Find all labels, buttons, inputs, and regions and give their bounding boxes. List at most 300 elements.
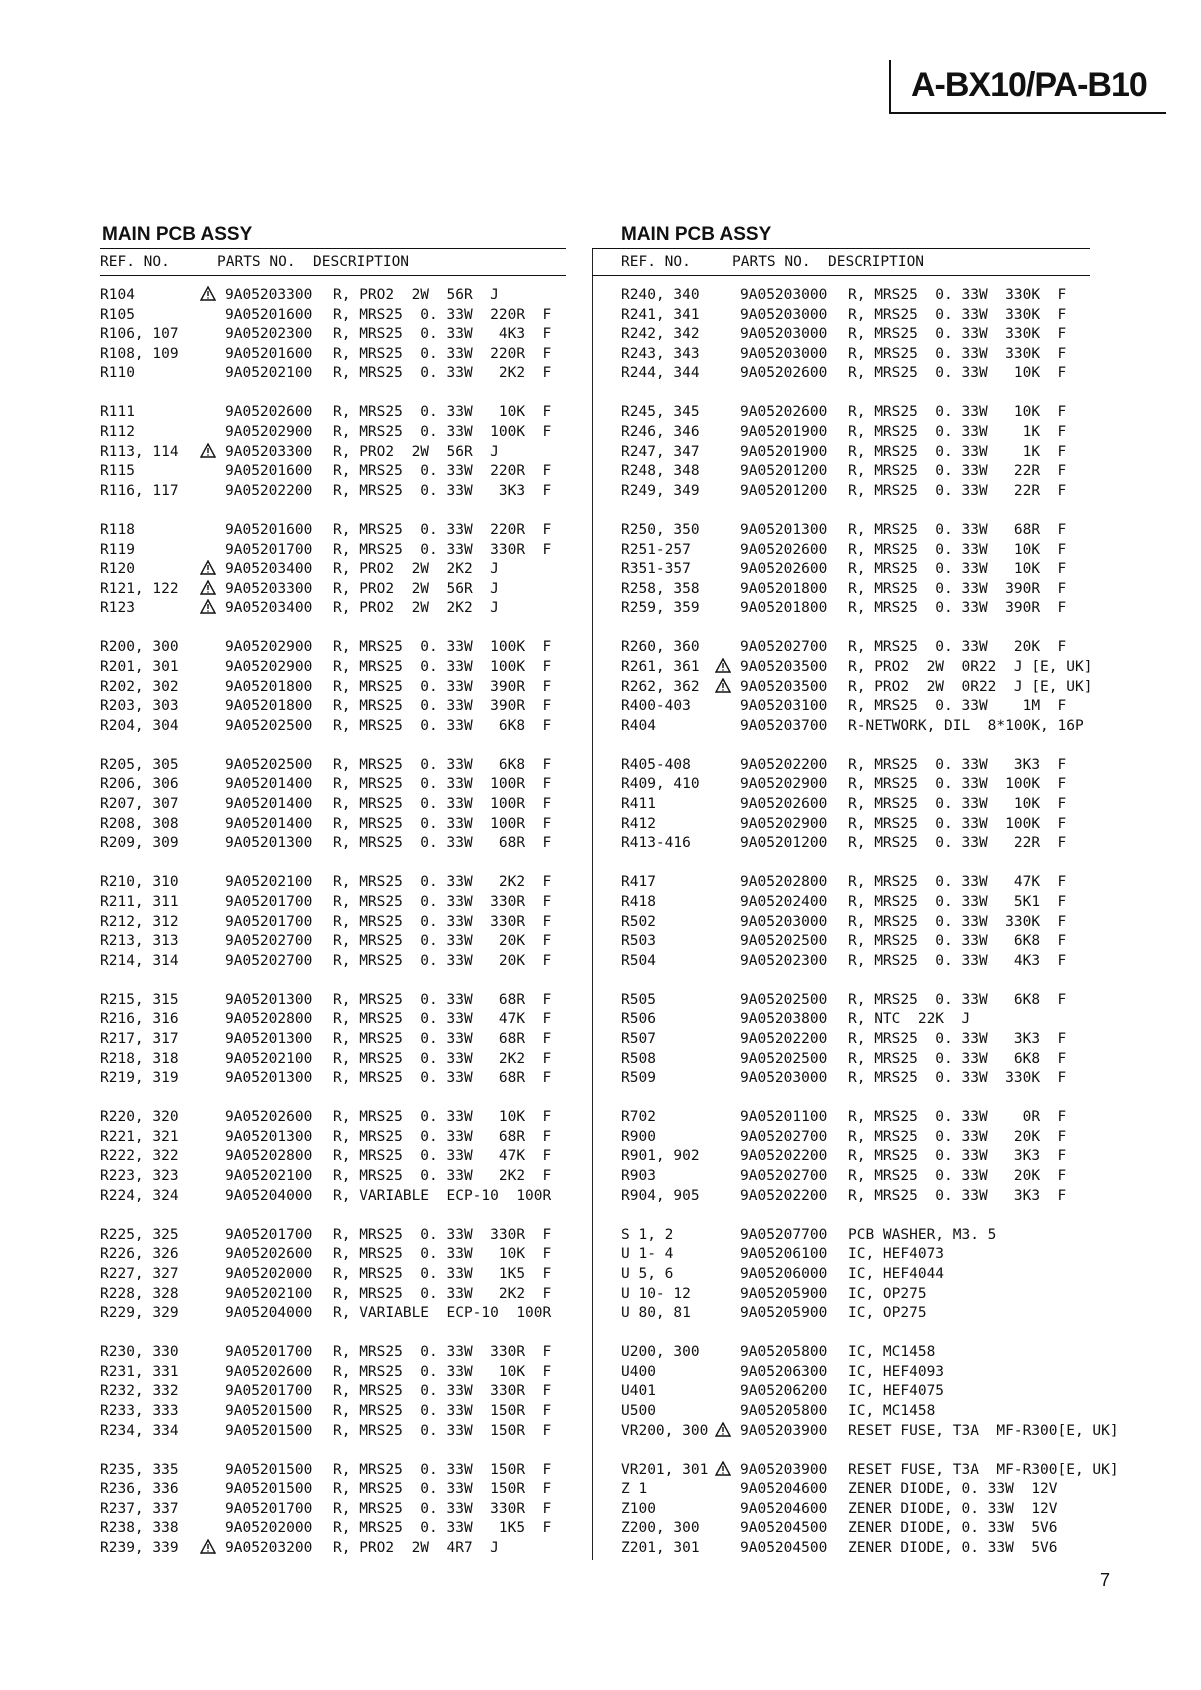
parts-no: 9A05203000 xyxy=(740,913,828,930)
parts-no: 9A05202900 xyxy=(225,639,313,656)
part-description: R, PRO2 2W 56R J xyxy=(333,580,499,597)
part-description: R, MRS25 0. 33W 68R F xyxy=(333,1031,552,1047)
ref-no: Z200, 300 xyxy=(621,1520,700,1537)
part-description: R, MRS25 0. 33W 330R F xyxy=(333,913,552,930)
part-description: R, MRS25 0. 33W 10K F xyxy=(333,1109,552,1126)
ref-no: R112 xyxy=(100,424,135,441)
part-group xyxy=(592,403,1090,501)
parts-no: 9A05201700 xyxy=(225,913,313,930)
ref-no: R236, 336 xyxy=(100,1481,179,1498)
ref-no: R258, 358 xyxy=(621,580,700,597)
description-header: DESCRIPTION xyxy=(313,254,410,270)
part-description: R, MRS25 0. 33W 6K8 F xyxy=(333,717,552,734)
part-row xyxy=(592,952,1090,972)
part-description: IC, HEF4073 xyxy=(848,1246,945,1263)
part-row xyxy=(100,834,566,854)
parts-no: 9A05202300 xyxy=(740,952,828,969)
parts-no: 9A05203000 xyxy=(740,1070,828,1087)
ref-no: U 80, 81 xyxy=(621,1305,691,1322)
part-row xyxy=(100,423,566,443)
ref-no: R412 xyxy=(621,815,656,832)
ref-no: R225, 325 xyxy=(100,1226,179,1243)
parts-no: 9A05201800 xyxy=(225,698,313,715)
part-description: R, MRS25 0. 33W 220R F xyxy=(333,521,552,538)
part-group xyxy=(100,873,566,971)
parts-no: 9A05201300 xyxy=(225,835,313,852)
table-header xyxy=(100,248,566,276)
ref-no: R250, 350 xyxy=(621,521,700,538)
ref-no: R904, 905 xyxy=(621,1187,700,1204)
part-description: R, MRS25 0. 33W 2K2 F xyxy=(333,1285,552,1302)
part-row xyxy=(592,1147,1090,1167)
part-row xyxy=(592,1363,1090,1383)
part-row xyxy=(100,893,566,913)
part-row xyxy=(592,325,1090,345)
ref-no: R505 xyxy=(621,991,656,1008)
parts-no: 9A05201600 xyxy=(225,521,313,538)
ref-no: R351-357 xyxy=(621,561,691,578)
part-row xyxy=(100,775,566,795)
parts-no: 9A05202600 xyxy=(225,1109,313,1126)
part-description: R, MRS25 0. 33W 330K F xyxy=(848,1070,1067,1087)
parts-no: 9A05202500 xyxy=(740,933,828,950)
part-description: IC, MC1458 xyxy=(848,1344,936,1361)
parts-no: 9A05204000 xyxy=(225,1305,313,1322)
ref-no: R219, 319 xyxy=(100,1070,179,1087)
part-description: IC, OP275 xyxy=(848,1305,927,1322)
part-group xyxy=(592,1226,1090,1324)
parts-list xyxy=(592,286,1119,1559)
parts-no: 9A05202600 xyxy=(740,541,828,558)
parts-no: 9A05202800 xyxy=(225,1011,313,1028)
part-description: R-NETWORK, DIL 8*100K, 16P xyxy=(848,717,1084,734)
parts-no: 9A05202600 xyxy=(225,1246,313,1263)
ref-no: R116, 117 xyxy=(100,482,179,499)
parts-no: 9A05207700 xyxy=(740,1226,828,1243)
part-row xyxy=(100,1030,566,1050)
part-row xyxy=(592,775,1090,795)
parts-no: 9A05202100 xyxy=(225,1168,313,1185)
description-header: DESCRIPTION xyxy=(828,254,925,270)
part-description: R, MRS25 0. 33W 390R F xyxy=(333,678,552,695)
parts-no: 9A05201200 xyxy=(740,482,828,499)
part-description: R, MRS25 0. 33W 20K F xyxy=(333,933,552,950)
part-description: R, MRS25 0. 33W 6K8 F xyxy=(848,991,1067,1008)
parts-list xyxy=(100,286,566,1559)
ref-no: R108, 109 xyxy=(100,345,179,362)
part-row xyxy=(100,1245,566,1265)
parts-no: 9A05203500 xyxy=(740,678,828,695)
ref-no: R220, 320 xyxy=(100,1109,179,1126)
parts-no: 9A05203000 xyxy=(740,306,828,323)
ref-no: R233, 333 xyxy=(100,1403,179,1419)
part-row xyxy=(100,1069,566,1089)
part-description: R, MRS25 0. 33W 68R F xyxy=(333,1070,552,1087)
parts-no: 9A05203000 xyxy=(740,287,828,303)
ref-no: R404 xyxy=(621,717,656,734)
part-description: ZENER DIODE, 0. 33W 12V xyxy=(848,1500,1058,1517)
ref-no: Z100 xyxy=(621,1500,656,1517)
parts-no: 9A05202900 xyxy=(740,815,828,832)
parts-no: 9A05203500 xyxy=(740,659,828,675)
parts-no: 9A05201500 xyxy=(225,1422,313,1439)
part-description: R, PRO2 2W 4R7 J xyxy=(333,1540,499,1557)
part-description: R, MRS25 0. 33W 10K F xyxy=(848,404,1067,421)
ref-no: R405-408 xyxy=(621,756,691,773)
part-group xyxy=(100,1226,566,1324)
parts-no: 9A05201300 xyxy=(740,521,828,538)
part-row xyxy=(592,1069,1090,1089)
part-row xyxy=(100,482,566,502)
part-row xyxy=(592,1304,1090,1324)
part-group xyxy=(592,638,1093,736)
part-description: IC, HEF4075 xyxy=(848,1383,945,1400)
part-description: R, MRS25 0. 33W 330R F xyxy=(333,1383,552,1400)
part-description: R, MRS25 0. 33W 330R F xyxy=(333,1226,552,1243)
part-description: R, MRS25 0. 33W 4K3 F xyxy=(333,326,552,343)
parts-no: 9A05201700 xyxy=(225,1383,313,1400)
part-description: R, MRS25 0. 33W 6K8 F xyxy=(848,933,1067,950)
parts-no: 9A05202200 xyxy=(225,482,313,499)
parts-no: 9A05204500 xyxy=(740,1520,828,1537)
part-description: R, MRS25 0. 33W 100K F xyxy=(333,424,552,441)
parts-no: 9A05202200 xyxy=(740,1148,828,1165)
part-row xyxy=(100,1461,566,1481)
part-description: R, MRS25 0. 33W 1K5 F xyxy=(333,1520,552,1537)
ref-no: R123 xyxy=(100,600,135,617)
ref-no: R121, 122 xyxy=(100,580,179,597)
ref-no: R702 xyxy=(621,1109,656,1126)
ref-no: R900 xyxy=(621,1128,656,1145)
part-description: R, MRS25 0. 33W 2K2 F xyxy=(333,874,552,891)
ref-no: U 10- 12 xyxy=(621,1285,691,1302)
ref-no: R249, 349 xyxy=(621,482,700,499)
part-row xyxy=(592,658,1093,678)
part-group xyxy=(592,991,1090,1089)
ref-no: U400 xyxy=(621,1363,656,1380)
parts-no: 9A05205900 xyxy=(740,1305,828,1322)
part-row xyxy=(592,580,1090,600)
parts-no: 9A05202200 xyxy=(740,756,828,773)
part-row xyxy=(592,1285,1090,1305)
part-group xyxy=(100,286,566,384)
ref-no: R503 xyxy=(621,933,656,950)
parts-no: 9A05201700 xyxy=(225,1226,313,1243)
part-row xyxy=(592,893,1090,913)
parts-no: 9A05202700 xyxy=(740,1168,828,1185)
parts-no: 9A05205900 xyxy=(740,1285,828,1302)
ref-no: R246, 346 xyxy=(621,424,700,441)
parts-no: 9A05206000 xyxy=(740,1265,828,1282)
ref-no-header: REF. NO. xyxy=(621,254,691,270)
ref-no: R413-416 xyxy=(621,835,691,852)
parts-no: 9A05201800 xyxy=(225,678,313,695)
parts-no: 9A05201200 xyxy=(740,835,828,852)
parts-no: 9A05201500 xyxy=(225,1481,313,1498)
part-description: R, MRS25 0. 33W 390R F xyxy=(848,600,1067,617)
parts-no: 9A05203800 xyxy=(740,1011,828,1028)
ref-no: U 1- 4 xyxy=(621,1246,674,1263)
parts-no-header: PARTS NO. xyxy=(217,254,296,270)
part-description: R, MRS25 0. 33W 20K F xyxy=(333,952,552,969)
ref-no: R232, 332 xyxy=(100,1383,179,1400)
part-row xyxy=(100,658,566,678)
ref-no: R105 xyxy=(100,306,135,323)
ref-no: R508 xyxy=(621,1050,656,1067)
safety-warning-icon xyxy=(715,1422,731,1444)
part-row xyxy=(592,1050,1090,1070)
ref-no: R118 xyxy=(100,521,135,538)
ref-no: R901, 902 xyxy=(621,1148,700,1165)
part-row xyxy=(100,952,566,972)
part-description: R, MRS25 0. 33W 150R F xyxy=(333,1461,552,1478)
parts-no: 9A05202600 xyxy=(225,1363,313,1380)
parts-no: 9A05201600 xyxy=(225,345,313,362)
part-row xyxy=(592,482,1090,502)
part-row xyxy=(100,306,566,326)
part-row xyxy=(592,697,1090,717)
ref-no: R260, 360 xyxy=(621,639,700,656)
part-description: R, MRS25 0. 33W 330R F xyxy=(333,1344,552,1361)
parts-no: 9A05203900 xyxy=(740,1461,828,1478)
parts-no: 9A05202800 xyxy=(225,1148,313,1165)
parts-no: 9A05201300 xyxy=(225,1070,313,1087)
part-description: R, MRS25 0. 33W 47K F xyxy=(333,1011,552,1028)
ref-no: R241, 341 xyxy=(621,306,700,323)
part-row xyxy=(592,834,1090,854)
part-description: R, MRS25 0. 33W 1K F xyxy=(848,443,1067,460)
parts-no: 9A05201700 xyxy=(225,893,313,910)
part-row xyxy=(592,678,1093,698)
ref-no: R259, 359 xyxy=(621,600,700,617)
part-description: R, MRS25 0. 33W 330R F xyxy=(333,1500,552,1517)
ref-no: R210, 310 xyxy=(100,874,179,891)
part-group xyxy=(100,1343,566,1441)
part-description: R, MRS25 0. 33W 220R F xyxy=(333,306,552,323)
part-row xyxy=(592,1461,1119,1481)
safety-warning-icon xyxy=(200,560,216,582)
parts-no: 9A05201400 xyxy=(225,815,313,832)
part-row xyxy=(100,443,566,463)
ref-no: R229, 329 xyxy=(100,1305,179,1322)
parts-no: 9A05201700 xyxy=(225,541,313,558)
part-row xyxy=(592,403,1090,423)
ref-no: R216, 316 xyxy=(100,1011,179,1028)
part-row xyxy=(592,913,1090,933)
parts-no: 9A05202700 xyxy=(740,1128,828,1145)
part-description: R, PRO2 2W 0R22 J [E, UK] xyxy=(848,678,1093,695)
part-description: R, MRS25 0. 33W 2K2 F xyxy=(333,1168,552,1185)
part-group xyxy=(592,1343,1119,1441)
parts-no: 9A05204600 xyxy=(740,1500,828,1517)
parts-no: 9A05203000 xyxy=(740,326,828,343)
part-description: R, MRS25 0. 33W 330R F xyxy=(333,893,552,910)
part-row xyxy=(592,991,1090,1011)
ref-no: R507 xyxy=(621,1031,656,1047)
part-description: R, MRS25 0. 33W 20K F xyxy=(848,1128,1067,1145)
part-description: R, MRS25 0. 33W 330K F xyxy=(848,287,1067,303)
ref-no: R211, 311 xyxy=(100,893,179,910)
part-description: R, MRS25 0. 33W 100K F xyxy=(333,639,552,656)
parts-no: 9A05201400 xyxy=(225,776,313,793)
part-row xyxy=(100,1480,566,1500)
ref-no: R240, 340 xyxy=(621,287,700,303)
ref-no: R209, 309 xyxy=(100,835,179,852)
part-row xyxy=(100,1010,566,1030)
parts-no: 9A05203300 xyxy=(225,287,313,303)
part-row xyxy=(100,1382,566,1402)
part-row xyxy=(100,1402,566,1422)
part-row xyxy=(100,1539,566,1559)
parts-no: 9A05206300 xyxy=(740,1363,828,1380)
parts-no: 9A05202600 xyxy=(740,365,828,382)
ref-no: R261, 361 xyxy=(621,659,700,675)
part-row xyxy=(100,1226,566,1246)
parts-no: 9A05202000 xyxy=(225,1265,313,1282)
part-description: R, MRS25 0. 33W 3K3 F xyxy=(848,1031,1067,1047)
parts-no: 9A05205800 xyxy=(740,1403,828,1419)
part-row xyxy=(100,1519,566,1539)
ref-no: R509 xyxy=(621,1070,656,1087)
parts-no: 9A05202600 xyxy=(225,404,313,421)
part-description: R, MRS25 0. 33W 330K F xyxy=(848,345,1067,362)
ref-no: VR200, 300 xyxy=(621,1422,709,1439)
part-description: R, MRS25 0. 33W 10K F xyxy=(848,796,1067,813)
model-title: A-BX10/PA-B10 xyxy=(911,66,1147,104)
parts-no: 9A05202500 xyxy=(225,756,313,773)
part-row xyxy=(592,599,1090,619)
model-title-block xyxy=(889,60,1166,114)
ref-no: R234, 334 xyxy=(100,1422,179,1439)
ref-no-header: REF. NO. xyxy=(100,254,170,270)
ref-no: R237, 337 xyxy=(100,1500,179,1517)
ref-no: R242, 342 xyxy=(621,326,700,343)
part-description: R, MRS25 0. 33W 22R F xyxy=(848,463,1067,480)
ref-no: R262, 362 xyxy=(621,678,700,695)
parts-no: 9A05202200 xyxy=(740,1031,828,1047)
parts-no: 9A05201600 xyxy=(225,306,313,323)
ref-no: R238, 338 xyxy=(100,1520,179,1537)
ref-no: R227, 327 xyxy=(100,1265,179,1282)
part-description: R, VARIABLE ECP-10 100R xyxy=(333,1305,552,1322)
part-row xyxy=(100,815,566,835)
ref-no: R206, 306 xyxy=(100,776,179,793)
ref-no: R115 xyxy=(100,463,135,480)
part-description: R, MRS25 0. 33W 100R F xyxy=(333,776,552,793)
ref-no: R235, 335 xyxy=(100,1461,179,1478)
ref-no: R223, 323 xyxy=(100,1168,179,1185)
safety-warning-icon xyxy=(200,580,216,602)
ref-no: R212, 312 xyxy=(100,913,179,930)
parts-no: 9A05203000 xyxy=(740,345,828,362)
part-description: R, MRS25 0. 33W 3K3 F xyxy=(848,1148,1067,1165)
part-row xyxy=(100,1422,566,1442)
ref-no: R502 xyxy=(621,913,656,930)
part-description: R, MRS25 0. 33W 100K F xyxy=(848,776,1067,793)
safety-warning-icon xyxy=(200,599,216,621)
part-row xyxy=(100,1304,566,1324)
part-row xyxy=(592,1422,1119,1442)
part-description: RESET FUSE, T3A MF-R300[E, UK] xyxy=(848,1461,1119,1478)
parts-no: 9A05204500 xyxy=(740,1540,828,1557)
part-group xyxy=(100,756,566,854)
ref-no: R208, 308 xyxy=(100,815,179,832)
part-row xyxy=(592,795,1090,815)
part-description: IC, MC1458 xyxy=(848,1403,936,1419)
part-group xyxy=(100,521,566,619)
part-description: R, MRS25 0. 33W 10K F xyxy=(848,561,1067,578)
parts-no: 9A05201500 xyxy=(225,1403,313,1419)
parts-no: 9A05202700 xyxy=(225,933,313,950)
part-row xyxy=(100,873,566,893)
part-row xyxy=(592,1519,1090,1539)
ref-no: R113, 114 xyxy=(100,443,179,460)
part-description: ZENER DIODE, 0. 33W 12V xyxy=(848,1481,1058,1498)
parts-no: 9A05202900 xyxy=(225,659,313,675)
part-description: R, PRO2 2W 2K2 J xyxy=(333,561,499,578)
parts-no: 9A05201400 xyxy=(225,796,313,813)
parts-no: 9A05201300 xyxy=(225,991,313,1008)
ref-no: U 5, 6 xyxy=(621,1265,674,1282)
ref-no: R204, 304 xyxy=(100,717,179,734)
part-description: R, MRS25 0. 33W 330K F xyxy=(848,913,1067,930)
safety-warning-icon xyxy=(200,443,216,465)
parts-no: 9A05206200 xyxy=(740,1383,828,1400)
ref-no: R119 xyxy=(100,541,135,558)
parts-column-right xyxy=(592,222,1119,1578)
parts-no: 9A05202000 xyxy=(225,1520,313,1537)
ref-no: R230, 330 xyxy=(100,1344,179,1361)
part-description: R, MRS25 0. 33W 68R F xyxy=(848,521,1067,538)
ref-no: R217, 317 xyxy=(100,1031,179,1047)
parts-no: 9A05202100 xyxy=(225,874,313,891)
part-row xyxy=(592,1108,1090,1128)
parts-no: 9A05201800 xyxy=(740,600,828,617)
part-row xyxy=(592,717,1090,737)
parts-no: 9A05205800 xyxy=(740,1344,828,1361)
parts-no: 9A05201800 xyxy=(740,580,828,597)
ref-no: R248, 348 xyxy=(621,463,700,480)
part-description: R, MRS25 0. 33W 3K3 F xyxy=(848,1187,1067,1204)
safety-warning-icon xyxy=(715,1461,731,1483)
parts-no: 9A05202600 xyxy=(740,404,828,421)
parts-no: 9A05201600 xyxy=(225,463,313,480)
part-description: R, MRS25 0. 33W 100R F xyxy=(333,815,552,832)
part-description: R, MRS25 0. 33W 330K F xyxy=(848,326,1067,343)
part-row xyxy=(100,1147,566,1167)
part-row xyxy=(592,462,1090,482)
part-description: R, MRS25 0. 33W 22R F xyxy=(848,835,1067,852)
part-row xyxy=(100,756,566,776)
part-row xyxy=(592,560,1090,580)
ref-no: R202, 302 xyxy=(100,678,179,695)
part-description: R, MRS25 0. 33W 6K8 F xyxy=(333,756,552,773)
ref-no: S 1, 2 xyxy=(621,1226,674,1243)
parts-no: 9A05201100 xyxy=(740,1109,828,1126)
part-description: IC, OP275 xyxy=(848,1285,927,1302)
parts-no: 9A05203400 xyxy=(225,561,313,578)
ref-no: R214, 314 xyxy=(100,952,179,969)
part-row xyxy=(592,638,1090,658)
part-description: ZENER DIODE, 0. 33W 5V6 xyxy=(848,1540,1058,1557)
ref-no: R247, 347 xyxy=(621,443,700,460)
ref-no: R226, 326 xyxy=(100,1246,179,1263)
ref-no: R203, 303 xyxy=(100,698,179,715)
part-description: R, MRS25 0. 33W 10K F xyxy=(848,541,1067,558)
part-description: ZENER DIODE, 0. 33W 5V6 xyxy=(848,1520,1058,1537)
part-description: R, MRS25 0. 33W 390R F xyxy=(333,698,552,715)
part-description: R, MRS25 0. 33W 220R F xyxy=(333,345,552,362)
